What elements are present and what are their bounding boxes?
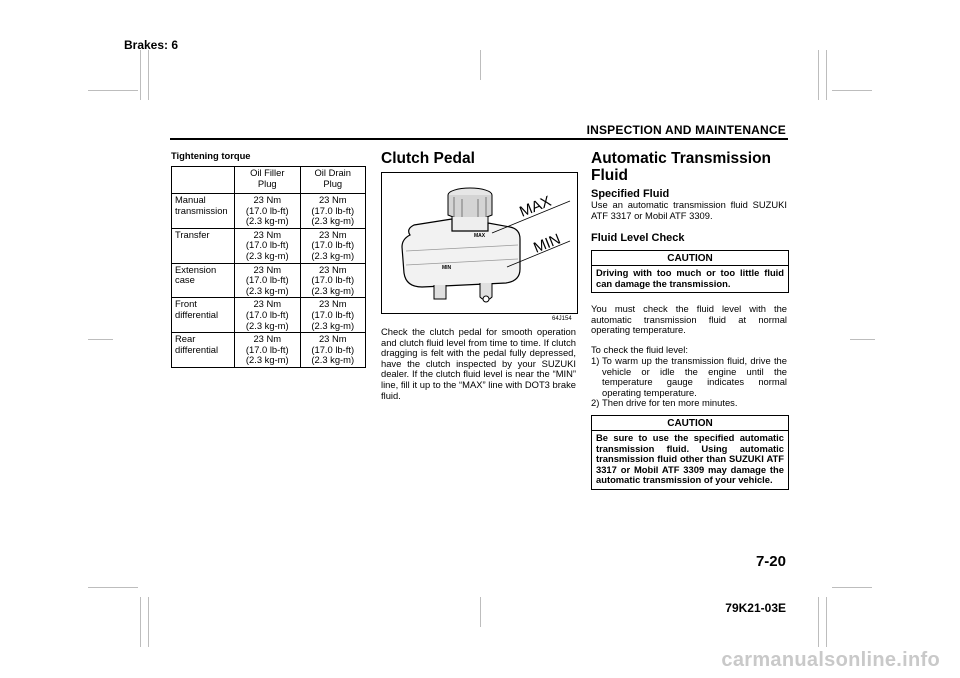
page-number: 7-20 [755, 553, 786, 570]
step-item [591, 356, 787, 398]
figure-caption: 64J154 [552, 316, 572, 322]
crop-mark [88, 587, 138, 588]
table-header-cell: Oil Filler Plug [235, 167, 301, 194]
table-header-row [172, 167, 366, 194]
step-item [591, 398, 787, 409]
crop-mark [832, 90, 872, 91]
torque-table [171, 166, 366, 368]
crop-mark [818, 597, 819, 647]
caution-title: CAUTION [592, 416, 788, 431]
min-label: MIN [531, 230, 563, 257]
table-cell: 23 Nm (17.0 lb-ft) (2.3 kg-m) [300, 263, 366, 298]
max-mark-small: MAX [474, 233, 486, 239]
caution-title: CAUTION [592, 251, 788, 266]
min-mark-small: MIN [442, 265, 452, 271]
table-cell: 23 Nm (17.0 lb-ft) (2.3 kg-m) [300, 228, 366, 263]
table-cell: 23 Nm (17.0 lb-ft) (2.3 kg-m) [300, 333, 366, 368]
step-number: 1) [591, 355, 600, 366]
table-row-label: Manual transmission [172, 194, 235, 229]
crop-mark [826, 50, 827, 100]
crop-mark [818, 50, 819, 100]
table-row [172, 333, 366, 368]
crop-mark [148, 50, 149, 100]
header-rule [170, 138, 788, 140]
crop-mark [826, 597, 827, 647]
caution-box [591, 415, 789, 490]
crop-mark [832, 587, 872, 588]
table-row-label: Transfer [172, 228, 235, 263]
table-header-cell: Oil Drain Plug [300, 167, 366, 194]
step-number: 2) [591, 397, 600, 408]
table-cell: 23 Nm (17.0 lb-ft) (2.3 kg-m) [235, 228, 301, 263]
table-cell: 23 Nm (17.0 lb-ft) (2.3 kg-m) [300, 298, 366, 333]
fluid-level-check-heading: Fluid Level Check [591, 232, 685, 244]
crop-mark [480, 597, 481, 627]
crop-mark [88, 339, 113, 340]
table-row [172, 228, 366, 263]
step-text: To warm up the transmission fluid, drive the vehicle or idle the engine until the temperature gauge indicates normal operating temperature. [602, 355, 787, 398]
crop-mark [140, 50, 141, 100]
table-cell: 23 Nm (17.0 lb-ft) (2.3 kg-m) [300, 194, 366, 229]
specified-fluid-heading: Specified Fluid [591, 188, 670, 200]
page-code: 79K21-03E [725, 601, 786, 615]
table-cell: 23 Nm (17.0 lb-ft) (2.3 kg-m) [235, 333, 301, 368]
reservoir-figure [381, 172, 578, 314]
steps-intro: To check the fluid level: [591, 344, 688, 355]
atf-title: Automatic Transmission Fluid [591, 150, 772, 184]
table-row-label: Front differential [172, 298, 235, 333]
reservoir-illustration [382, 173, 577, 313]
crop-mark [148, 597, 149, 647]
fluid-level-text: You must check the fluid level with the automatic transmission fluid at normal operating temperature. [591, 303, 787, 336]
table-row-label: Extension case [172, 263, 235, 298]
torque-heading: Tightening torque [171, 150, 251, 161]
clutch-pedal-title: Clutch Pedal [381, 150, 475, 167]
table-row [172, 194, 366, 229]
crop-mark [88, 90, 138, 91]
table-row [172, 263, 366, 298]
caution-text: Driving with too much or too little fluid can damage the transmission. [596, 267, 784, 289]
clutch-pedal-text: Check the clutch pedal for smooth operation and clutch fluid level from time to time. If clutch dragging is felt with the pedal fully depressed, have the clutch inspected by your SUZUKI dealer. If the clutch fluid level is near the “MIN” line, fill it up to the “MAX” line with DOT3 brake fluid. [381, 326, 576, 401]
table-header-cell [172, 167, 235, 194]
watermark[interactable]: carmanualsonline.info [721, 649, 940, 671]
table-cell: 23 Nm (17.0 lb-ft) (2.3 kg-m) [235, 263, 301, 298]
crop-mark [850, 339, 875, 340]
table-row-label: Rear differential [172, 333, 235, 368]
table-cell: 23 Nm (17.0 lb-ft) (2.3 kg-m) [235, 194, 301, 229]
crop-mark [480, 50, 481, 80]
caution-box [591, 250, 789, 293]
step-text: Then drive for ten more minutes. [602, 397, 738, 408]
table-row [172, 298, 366, 333]
max-label: MAX [517, 192, 554, 221]
table-cell: 23 Nm (17.0 lb-ft) (2.3 kg-m) [235, 298, 301, 333]
section-title: INSPECTION AND MAINTENANCE [586, 123, 786, 137]
specified-fluid-text: Use an automatic transmission fluid SUZUKI ATF 3317 or Mobil ATF 3309. [591, 199, 787, 221]
caution-text: Be sure to use the specified automatic transmission fluid. Using automatic transmission fluid other than SUZUKI ATF 3317 or Mobil ATF 3309 may damage the automatic transmission of your vehicle. [596, 432, 784, 486]
doc-title: Brakes: 6 [124, 38, 179, 52]
crop-mark [140, 597, 141, 647]
